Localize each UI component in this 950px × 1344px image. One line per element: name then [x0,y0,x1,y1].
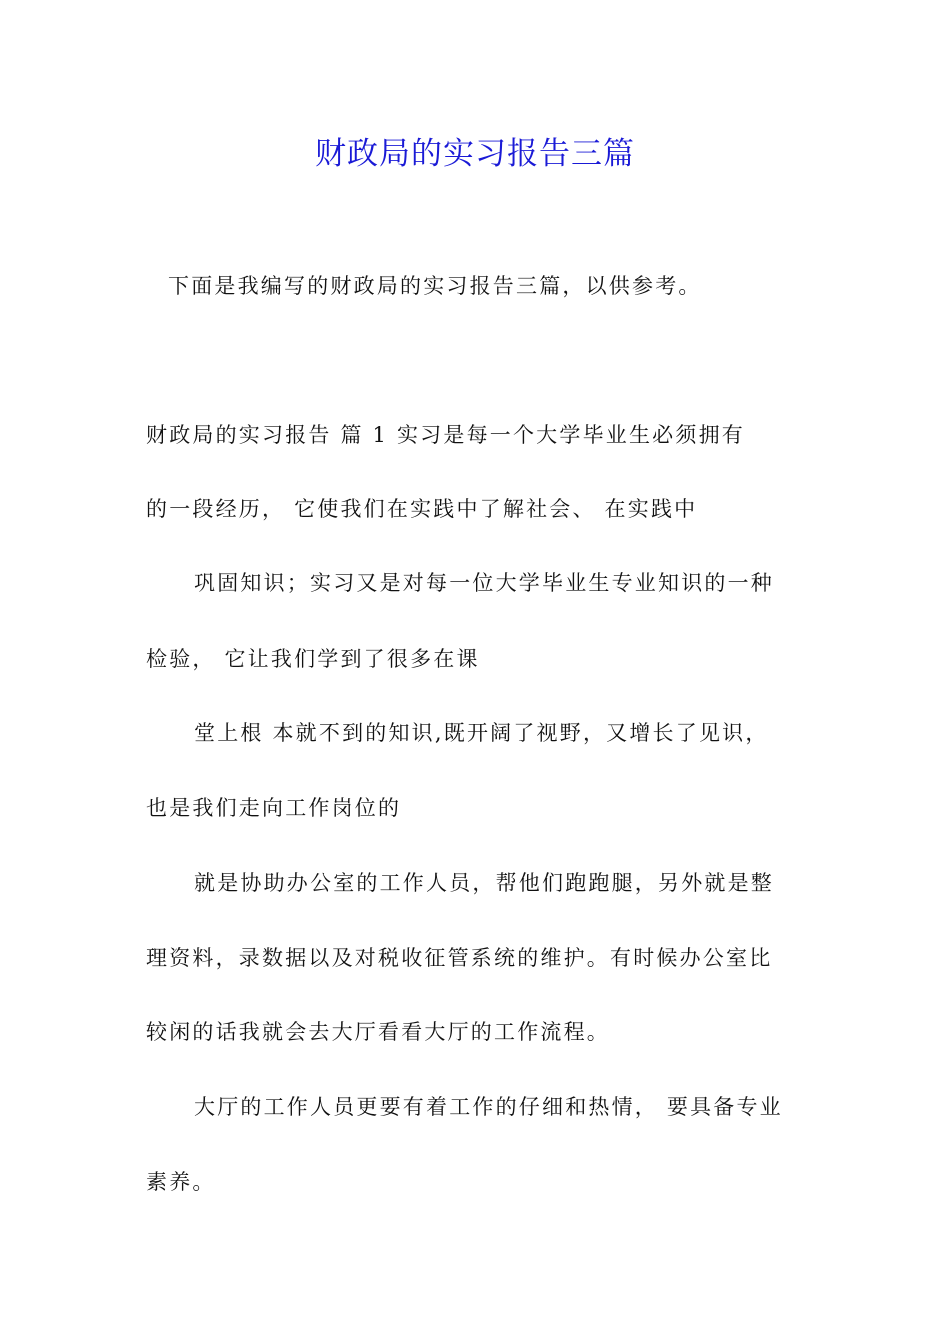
body-line: 素养。 [146,1170,216,1194]
document-title: 财政局的实习报告三篇 [315,136,635,172]
body-line: 堂上根 本就不到的知识,既开阔了视野，又增长了见识， [194,721,769,745]
intro-paragraph: 下面是我编写的财政局的实习报告三篇，以供参考。 [168,274,702,298]
body-line: 就是协助办公室的工作人员，帮他们跑跑腿，另外就是整 [194,871,774,895]
body-line: 巩固知识；实习又是对每一位大学毕业生专业知识的一种 [194,571,774,595]
body-line: 财政局的实习报告 篇 1 实习是每一个大学毕业生必须拥有 [146,423,745,447]
body-line: 检验， 它让我们学到了很多在课 [146,647,480,671]
body-line: 也是我们走向工作岗位的 [146,796,402,820]
body-line: 的一段经历， 它使我们在实践中了解社会、 在实践中 [146,497,698,521]
body-line: 大厅的工作人员更要有着工作的仔细和热情， 要具备专业 [194,1095,783,1119]
body-line: 理资料，录数据以及对税收征管系统的维护。有时候办公室比 [146,946,773,970]
body-line: 较闲的话我就会去大厅看看大厅的工作流程。 [146,1020,610,1044]
